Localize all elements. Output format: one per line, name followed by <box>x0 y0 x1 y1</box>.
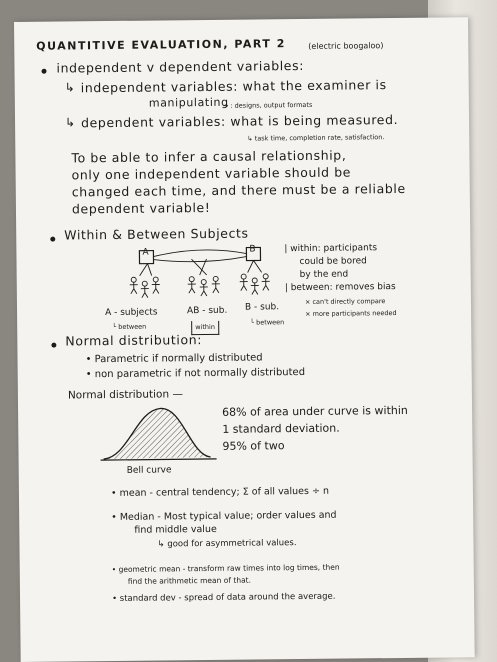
between-note-2: × can't directly compare <box>304 297 386 306</box>
median-item-cont: find middle value <box>134 523 217 536</box>
causal-para-3: changed each time, and there must be a reliable <box>71 180 406 200</box>
causal-para-2: only one independent variable should be <box>71 164 352 183</box>
dv-note: ↳ task time, completion rate, satisfaction. <box>247 133 385 143</box>
stat-line-2: 1 standard deviation. <box>222 421 340 436</box>
label-ab-sub: AB - sub. <box>186 305 228 317</box>
non-parametric-item: • non parametric if not normally distributed <box>85 366 306 381</box>
page-subtitle: (electric boogaloo) <box>308 41 384 51</box>
iv-note: → : designs, output formats <box>222 100 313 110</box>
geometric-mean-cont: find the arithmetic mean of that. <box>127 575 252 586</box>
arrow-icon: ↳ <box>64 115 76 130</box>
iv-line-1: independent variables: what the examiner is <box>80 77 387 96</box>
bell-curve-sketch <box>98 400 219 463</box>
stat-line-1: 68% of area under curve is within <box>222 403 408 419</box>
parametric-item: • Parametric if normally distributed <box>85 352 263 366</box>
box-a-label: A <box>142 247 149 258</box>
mean-item: • mean - central tendency; Σ of all values ÷ n <box>110 485 330 500</box>
arrow-icon: ↳ <box>64 80 75 95</box>
label-a-between: └ between <box>112 322 147 331</box>
bell-curve-label: Bell curve <box>126 465 172 476</box>
bullet-dot <box>50 237 55 242</box>
variables-heading: independent v dependent variables: <box>56 57 305 76</box>
within-note-3: by the end <box>299 269 349 281</box>
subjects-heading: Within & Between Subjects <box>64 225 249 243</box>
standard-dev-item: • standard dev - spread of data around the average. <box>111 591 336 605</box>
notebook-page <box>14 17 475 662</box>
between-note-3: × more participants needed <box>305 309 397 318</box>
page-title: QUANTITIVE EVALUATION, PART 2 <box>36 37 286 53</box>
within-note-2: could be bored <box>299 256 367 268</box>
label-a-subjects: A - subjects <box>105 307 158 319</box>
median-item: • Median - Most typical value; order values and <box>111 509 337 524</box>
bullet-dot <box>51 343 56 348</box>
causal-para-4: dependent variable! <box>71 199 211 217</box>
label-ab-within: within <box>191 321 219 335</box>
bullet-dot <box>41 69 46 74</box>
dv-line: dependent variables: what is being measured. <box>80 111 399 131</box>
label-b-between: └ between <box>250 318 285 327</box>
normal-dist-heading: Normal distribution: <box>65 332 203 349</box>
within-note-1: | within: participants <box>284 243 378 255</box>
causal-para-1: To be able to infer a causal relationship, <box>71 147 347 166</box>
geometric-mean-item: • geometric mean - transform raw times into log times, then <box>111 562 340 575</box>
label-b-sub: B - sub. <box>244 302 280 313</box>
iv-line-2: manipulating <box>148 95 229 110</box>
between-note-1: | between: removes bias <box>284 282 396 294</box>
stat-line-3: 95% of two <box>222 439 285 453</box>
box-b-label: B <box>249 244 256 255</box>
median-note: ↳ good for asymmetrical values. <box>157 538 297 550</box>
normal-dist-subheading: Normal distribution — <box>67 388 183 402</box>
